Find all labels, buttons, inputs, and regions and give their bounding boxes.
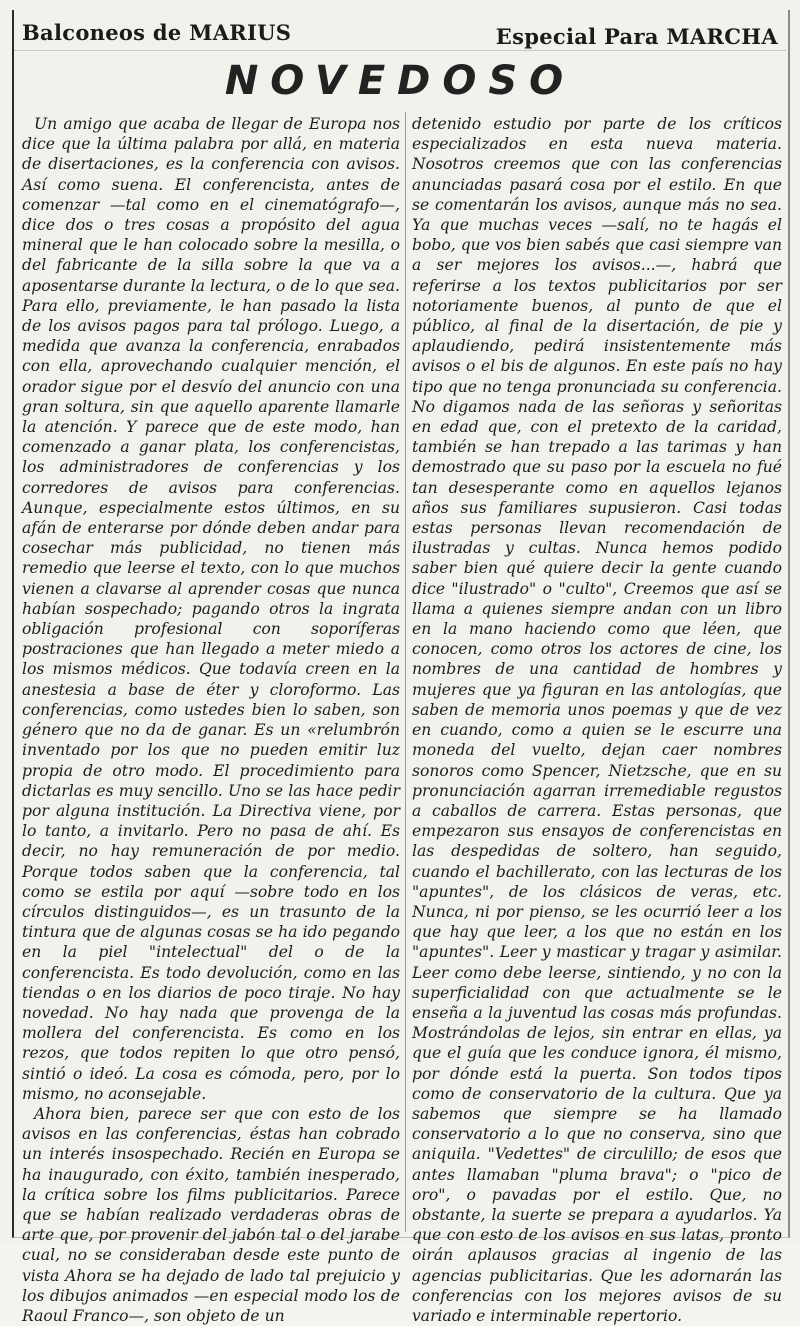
article-column-left [22,114,400,1326]
article-title: NOVEDOSO [224,58,576,104]
header-divider [14,50,786,51]
column-header-right: Especial Para MARCHA [495,24,778,49]
paragraph-right-1: detenido estudio por parte de los críticos especializados en esta nueva materia. Nosotros creemos que con las conferencias anunciadas pasará cosa por el estilo. En que se comentarán los avisos, aunque más no sea. Ya que muchas veces —salí, no te hagás el bobo, que vos bien sabés que casi siempre van a ser mejores los avisos...—, habrá que referirse a los textos publicitarios por ser notoriamente buenos, al punto de que el público, al final de la disertación, de pie y aplaudiendo, pedirá insistentemente más avisos o el bis de algunos. En este país no hay tipo que no tenga pronunciada su conferencia. No digamos nada de las señoras y señoritas en edad que, con el pretexto de la caridad, también se han trepado a las tarimas y han demostrado que su paso por la escuela no fué tan desesperante como en aquellos lejanos años sus familiares supusieron. Casi todas estas personas llevan recomendación de ilustradas y cultas. Nunca hemos podido saber bien qué quiere decir la gente cuando dice "ilustrado" o "culto", Creemos que así se llama a quienes siempre andan con un libro en la mano haciendo como que léen, que conocen, como otros los actores de cine, los nombres de una cantidad de hombres y mujeres que ya figuran en las antologías, que saben de memoria unos poemas y que de vez en cuando, como a quien se le escurre una moneda del vuelto, dejan caer nombres sonoros como Spencer, Nietzsche, que en su pronunciación agarran irremediable regustos a caballos de carrera. Estas personas, que empezaron sus ensayos de conferencistas en las despedidas de soltero, han seguido, cuando el bachillerato, con las lecturas de los "apuntes", de los clásicos de veras, etc. Nunca, ni por pienso, se les ocurrió leer a los que hay que leer, a los que no están en los "apuntes". Leer y masticar y tragar y asimilar. Leer como debe leerse, sintiendo, y no con la superficialidad con que actualmente se le enseña a la juventud las cosas más profundas. Mostrándolas de lejos, sin entrar en ellas, ya que el guía que les conduce ignora, él mismo, por dónde está la puerta. Son todos tipos como de conservatorio de la cultura. Que ya sabemos que siempre se ha llamado conservatorio a lo que no conserva, sino que aniquila. "Vedettes" de circulillo; de esos que antes llamaban "pluma brava"; o "pico de oro", o pavadas por el estilo. Que, no obstante, la suerte se prepara a ayudarlos. Ya que con esto de los avisos en sus latas, pronto oirán aplausos gracias al ingenio de las agencias publicitarias. Que les adornarán las conferencias con los mejores avisos de su variado e interminable repertorio. [412,115,782,1325]
column-header-left: Balconeos de MARIUS [22,20,292,45]
article-column-right [412,114,782,1326]
paragraph-left-1: Un amigo que acaba de llegar de Europa nos dice que la última palabra por allá, en materia de disertaciones, es la conferencia con avisos. Así como suena. El conferencista, antes de comenzar —tal como en el cinematógrafo—, dice dos o tres cosas a propósito del agua mineral que le han colocado sobre la mesilla, o del fabricante de la silla sobre la que va a aposentarse durante la lectura, o de lo que sea. Para ello, previamente, le han pasado la lista de los avisos pagos para tal prólogo. Luego, a medida que avanza la conferencia, enrabados con ella, aprovechando cualquier mención, el orador sigue por el desvío del anuncio con una gran soltura, sin que aquello aparente llamarle la atención. Y parece que de este modo, han comenzado a ganar plata, los conferencistas, los administradores de conferencias y los corredores de avisos para conferencias. Aunque, especialmente estos últimos, en su afán de enterarse por dónde deben andar para cosechar más publicidad, no tienen más remedio que leerse el texto, con lo que muchos vienen a clavarse al aprender cosas que nunca habían sospechado; pagando otros la ingrata obligación profesional con soporíferas postraciones que han llegado a meter miedo a los mismos médicos. Que todavía creen en la anestesia a base de éter y cloroformo. Las conferencias, como ustedes bien lo saben, son género que no da de ganar. Es un «relumbrón inventado por los que no pueden emitir luz propia de otro modo. El procedimiento para dictarlas es muy sencillo. Uno se las hace pedir por alguna institución. La Directiva viene, por lo tanto, a invitarlo. Pero no pasa de ahí. Es decir, no hay remuneración de por medio. Porque todos saben que la conferencia, tal como se estila por aquí —sobre todo en los círculos distinguidos—, es un trasunto de la tintura que de algunas cosas se ha ido pegando en la piel "intelectual" del o de la conferencista. Es todo devolución, como en las tiendas o en los diarios de poco tiraje. No hay novedad. No hay nada que provenga de la mollera del conferencista. Es como en los rezos, que todos repiten lo que otro pensó, sintió o ideó. La cosa es cómoda, pero, por lo mismo, no aconsejable. [22,115,400,1103]
column-divider [405,112,406,1232]
paragraph-left-2: Ahora bien, parece ser que con esto de los avisos en las conferencias, éstas han cobrado un interés insospechado. Recién en Europa se ha inaugurado, con éxito, también inesperado, la crítica sobre los films publicitarios. Parece que se habían realizado verdaderas obras de arte que, por provenir del jabón tal o del jarabe cual, no se consideraban desde este punto de vista Ahora se ha dejado de lado tal prejuicio y los dibujos animados —en especial modo los de Raoul Franco—, son objeto de un [22,1104,400,1325]
